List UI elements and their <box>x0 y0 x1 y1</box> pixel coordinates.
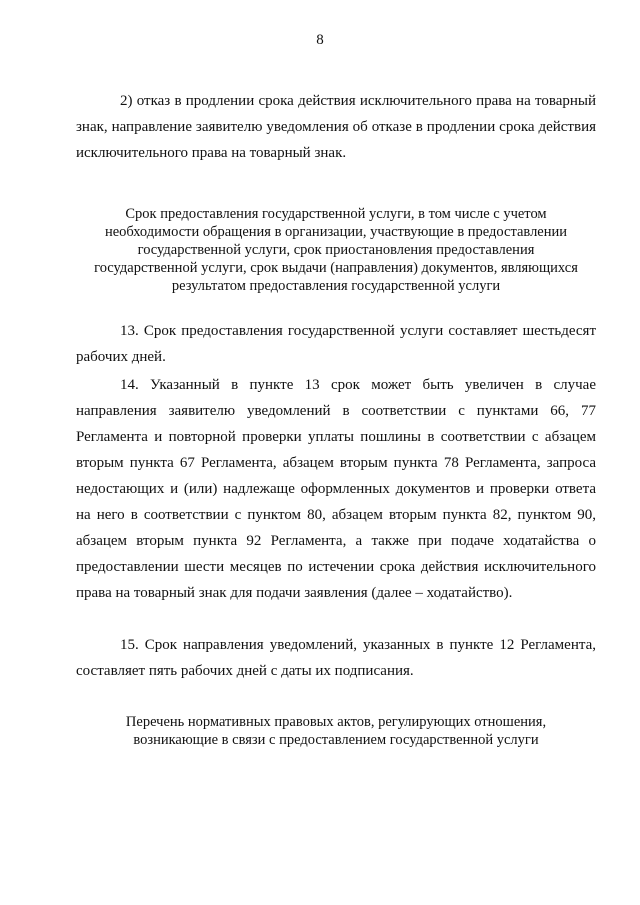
heading-line: государственной услуги, срок приостановления предоставления <box>137 242 535 258</box>
section-heading-term <box>76 205 596 295</box>
heading-line: результатом предоставления государственной услуги <box>171 278 501 294</box>
paragraph-14: 14. Указанный в пункте 13 срок может быть увеличен в случае направления заявителю уведомлений в соответствии с пунктами 66, 77 Регламента и повторной проверки уплаты пошлины в соответствии с абзацем вторым пункта 67 Регламента, абзацем вторым пункта 78 Регламента, запроса недостающих и (или) надлежаще оформленных документов и проверки ответа на него в соответствии с пунктом 80, абзацем вторым пункта 82, пунктом 90, абзацем вторым пункта 92 Регламента, а также при подаче ходатайства о предоставлении шести месяцев по истечении срока действия исключительного права на товарный знак для подачи заявления (далее – ходатайство). <box>76 377 596 601</box>
item-2-text: 2) отказ в продлении срока действия исключительного права на товарный знак, направление заявителю уведомления об отказе в продлении срока действия исключительного права на товарный знак. <box>76 93 596 161</box>
paragraph-15: 15. Срок направления уведомлений, указанных в пункте 12 Регламента, составляет пять рабочих дней с даты их подписания. <box>76 637 596 679</box>
paragraph-14-block <box>76 372 596 606</box>
heading-line: возникающие в связи с предоставлением государственной услуги <box>133 732 539 748</box>
paragraph-13-block <box>76 318 596 370</box>
paragraph-13: 13. Срок предоставления государственной услуги составляет шестьдесят рабочих дней. <box>76 323 596 365</box>
heading-line: Перечень нормативных правовых актов, регулирующих отношения, <box>125 714 547 730</box>
paragraph-15-block <box>76 632 596 684</box>
heading-line: необходимости обращения в организации, участвующие в предоставлении <box>104 224 568 240</box>
page-number: 8 <box>316 32 324 48</box>
heading-line: государственной услуги, срок выдачи (направления) документов, являющихся <box>94 260 578 276</box>
section-heading-legal-acts <box>76 713 596 749</box>
heading-line: Срок предоставления государственной услуги, в том числе с учетом <box>125 206 547 222</box>
item-2-block <box>76 88 596 166</box>
